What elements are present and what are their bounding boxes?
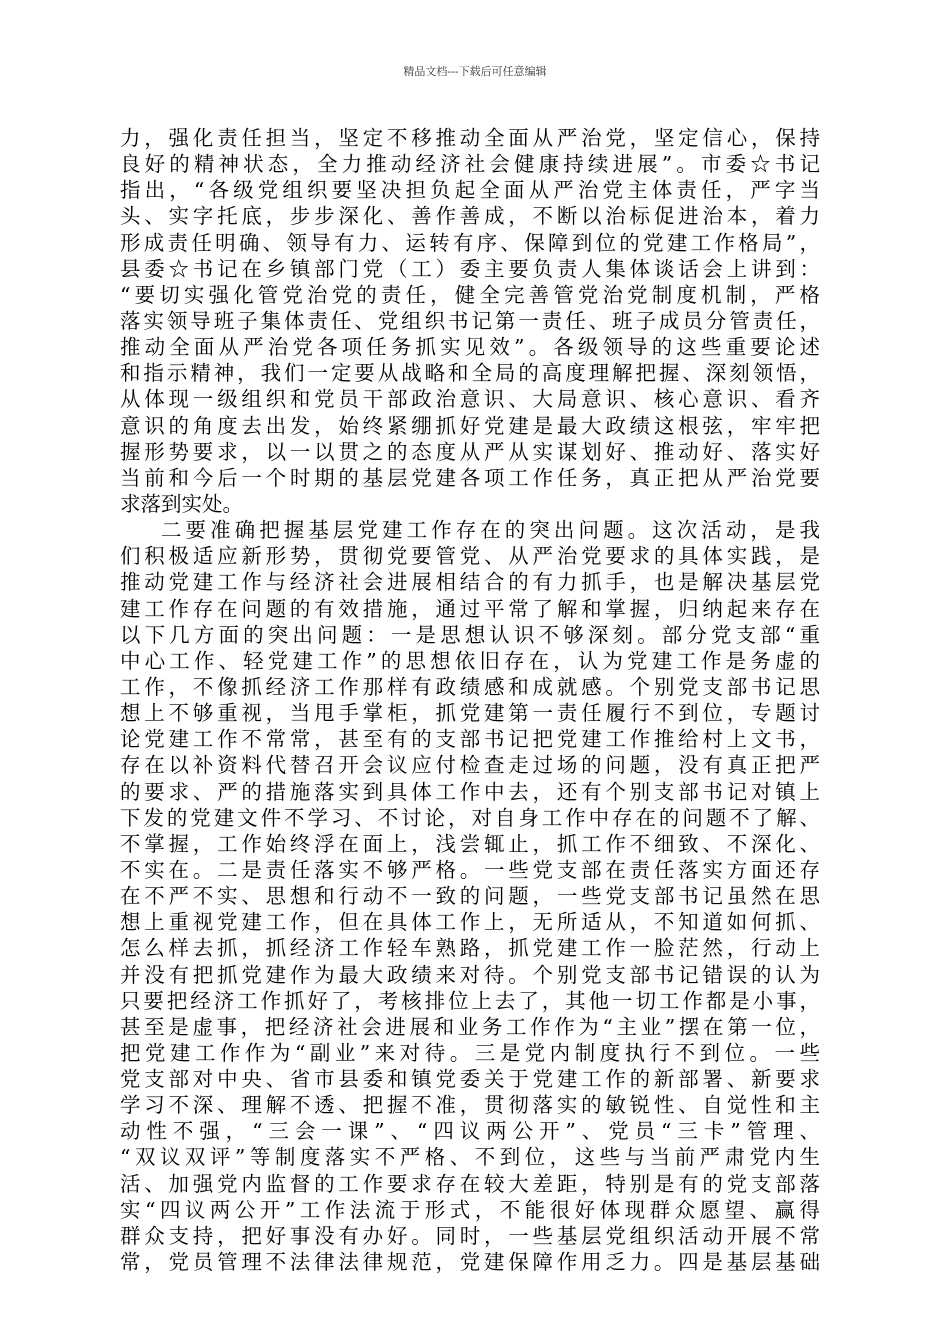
text-line: 推动全面从严治党各项任务抓实见效”。各级领导的这些重要论述 (120, 335, 820, 360)
text-line: 建工作存在问题的有效措施，通过平常了解和掌握，归纳起来存在 (120, 596, 820, 621)
paragraph-2 (120, 517, 820, 1275)
text-line: 学习不深、理解不透、把握不准，贯彻落实的敏锐性、自觉性和主 (120, 1093, 820, 1118)
text-line: 落实领导班子集体责任、党组织书记第一责任、班子成员分管责任， (120, 308, 820, 333)
text-line: 想上重视党建工作，但在具体工作上，无所适从，不知道如何抓、 (120, 910, 820, 935)
text-line: 怎么样去抓，抓经济工作轻车熟路，抓党建工作一脸茫然，行动上 (120, 936, 820, 961)
text-line: 县委☆书记在乡镇部门党（工）委主要负责人集体谈话会上讲到： (120, 256, 820, 281)
text-line: 群众支持，把好事没有办好。同时，一些基层党组织活动开展不常 (120, 1223, 820, 1248)
text-line: 不掌握，工作始终浮在面上，浅尝辄止，抓工作不细致、不深化、 (120, 831, 820, 856)
text-line: 推动党建工作与经济社会进展相结合的有力抓手，也是解决基层党 (120, 570, 820, 595)
text-line: 不实在。二是责任落实不够严格。一些党支部在责任落实方面还存 (120, 857, 820, 882)
text-line: 论党建工作不常常，甚至有的支部书记把党建工作推给村上文书， (120, 727, 820, 752)
text-line: 力，强化责任担当，坚定不移推动全面从严治党，坚定信心，保持 (120, 126, 820, 150)
text-line: 意识的角度去出发，始终紧绷抓好党建是最大政绩这根弦，牢牢把 (120, 413, 820, 438)
text-line: 把党建工作作为“副业”来对待。三是党内制度执行不到位。一些 (120, 1040, 820, 1065)
text-line: 实“四议两公开”工作法流于形式，不能很好体现群众愿望、赢得 (120, 1197, 820, 1222)
document-body (120, 125, 820, 1275)
text-line: “双议双评”等制度落实不严格、不到位，这些与当前严肃党内生 (120, 1145, 820, 1170)
text-line: 活、加强党内监督的工作要求存在较大差距，特别是有的党支部落 (120, 1171, 820, 1196)
text-line: 党支部对中央、省市县委和镇党委关于党建工作的新部署、新要求 (120, 1067, 820, 1092)
text-line: 想上不够重视，当甩手掌柜，抓党建第一责任履行不到位，专题讨 (120, 701, 820, 726)
text-line: 头、实字托底，步步深化、善作善成，不断以治标促进治本，着力 (120, 204, 820, 229)
text-line: 和指示精神，我们一定要从战略和全局的高度理解把握、深刻领悟， (120, 361, 820, 386)
text-line: 求落到实处。 (120, 491, 243, 516)
text-line: “要切实强化管党治党的责任，健全完善管党治党制度机制，严格 (120, 282, 820, 307)
text-line: 以下几方面的突出问题：一是思想认识不够深刻。部分党支部“重 (120, 622, 820, 647)
text-line: 的要求、严的措施落实到具体工作中去，还有个别支部书记对镇上 (120, 779, 820, 804)
text-line-indented: 二要准确把握基层党建工作存在的突出问题。这次活动，是我 (161, 518, 820, 543)
text-line: 常，党员管理不法律法律规范，党建保障作用乏力。四是基层基础 (120, 1250, 820, 1275)
text-line: 工作，不像抓经济工作那样有政绩感和成就感。个别党支部书记思 (120, 674, 820, 699)
text-line: 们积极适应新形势，贯彻党要管党、从严治党要求的具体实践，是 (120, 544, 820, 569)
text-line: 指出，“各级党组织要坚决担负起全面从严治党主体责任，严字当 (120, 178, 820, 203)
text-line: 动性不强，“三会一课”、“四议两公开”、党员“三卡”管理、 (120, 1119, 820, 1144)
text-line: 当前和今后一个时期的基层党建各项工作任务，真正把从严治党要 (120, 465, 820, 490)
paragraph-1 (120, 125, 820, 517)
text-line: 良好的精神状态，全力推动经济社会健康持续进展”。市委☆书记 (120, 152, 820, 177)
text-line: 甚至是虚事，把经济社会进展和业务工作作为“主业”摆在第一位， (120, 1014, 820, 1039)
text-line: 在不严不实、思想和行动不一致的问题，一些党支部书记虽然在思 (120, 884, 820, 909)
text-line: 并没有把抓党建作为最大政绩来对待。个别党支部书记错误的认为 (120, 962, 820, 987)
page-header: 精品文档---下载后可任意编辑 (403, 65, 547, 78)
text-line: 形成责任明确、领导有力、运转有序、保障到位的党建工作格局”， (120, 230, 820, 255)
text-line: 中心工作、轻党建工作”的思想依旧存在，认为党建工作是务虚的 (120, 648, 820, 673)
text-line: 存在以补资料代替召开会议应付检查走过场的问题，没有真正把严 (120, 753, 820, 778)
text-line: 握形势要求，以一以贯之的态度从严从实谋划好、推动好、落实好 (120, 439, 820, 464)
text-line: 下发的党建文件不学习、不讨论，对自身工作中存在的问题不了解、 (120, 805, 820, 830)
text-line: 从体现一级组织和党员干部政治意识、大局意识、核心意识、看齐 (120, 387, 820, 412)
text-line: 只要把经济工作抓好了，考核排位上去了，其他一切工作都是小事， (120, 988, 820, 1013)
